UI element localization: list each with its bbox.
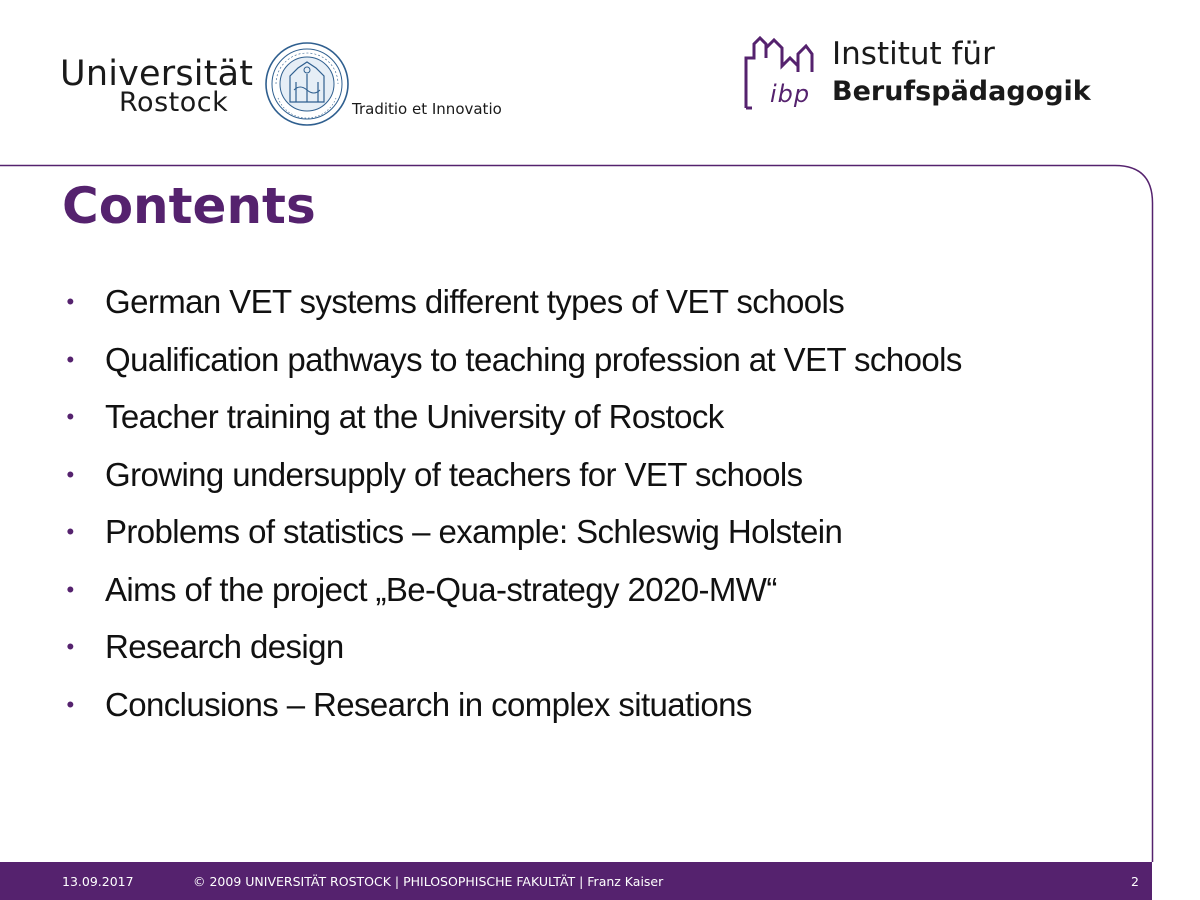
list-item-text: Teacher training at the University of Rostock <box>105 398 724 435</box>
contents-list <box>60 273 1120 733</box>
university-logo <box>60 40 500 130</box>
list-item-text: Research design <box>105 628 344 665</box>
footer-date: 13.09.2017 <box>62 874 134 889</box>
university-name-line1: Universität <box>60 54 254 94</box>
ibp-letters: ibp <box>770 80 811 108</box>
footer-copyright: © 2009 UNIVERSITÄT ROSTOCK | PHILOSOPHISCHE FAKULTÄT | Franz Kaiser <box>193 874 664 889</box>
list-item <box>60 503 1120 561</box>
slide-title: Contents <box>62 177 316 235</box>
list-item-text: Growing undersupply of teachers for VET schools <box>105 455 803 493</box>
list-item-text: German VET systems different types of VET schools <box>105 283 845 320</box>
university-motto: Traditio et Innovatio <box>352 100 502 118</box>
list-item <box>60 618 1120 676</box>
list-item-text: Problems of statistics – example: Schleswig Holstein <box>105 513 843 550</box>
page-number: 2 <box>1131 874 1139 889</box>
university-seal-icon <box>264 40 350 128</box>
footer-bar <box>0 862 1152 900</box>
bullet-icon: • <box>66 289 74 314</box>
bullet-icon: • <box>66 576 74 602</box>
list-item-text: Conclusions – Research in complex situations <box>105 685 752 723</box>
bullet-icon: • <box>66 461 74 487</box>
list-item <box>60 561 1120 619</box>
list-item <box>60 446 1120 504</box>
bullet-icon: • <box>66 691 74 717</box>
list-item-text: Aims of the project „Be-Qua-strategy 2020-MW“ <box>105 570 777 608</box>
bullet-icon: • <box>66 519 74 544</box>
list-item-text: Qualification pathways to teaching profession at VET schools <box>105 340 962 378</box>
list-item <box>60 331 1120 389</box>
list-item <box>60 388 1120 446</box>
university-name-line2: Rostock <box>119 87 229 118</box>
bullet-icon: • <box>66 404 74 429</box>
institute-name-line1: Institut für <box>832 36 995 72</box>
institute-logo <box>742 36 1122 116</box>
institute-name-line2: Berufspädagogik <box>832 76 1091 107</box>
list-item <box>60 676 1120 734</box>
list-item <box>60 273 1120 331</box>
bullet-icon: • <box>66 346 74 372</box>
bullet-icon: • <box>66 634 74 659</box>
